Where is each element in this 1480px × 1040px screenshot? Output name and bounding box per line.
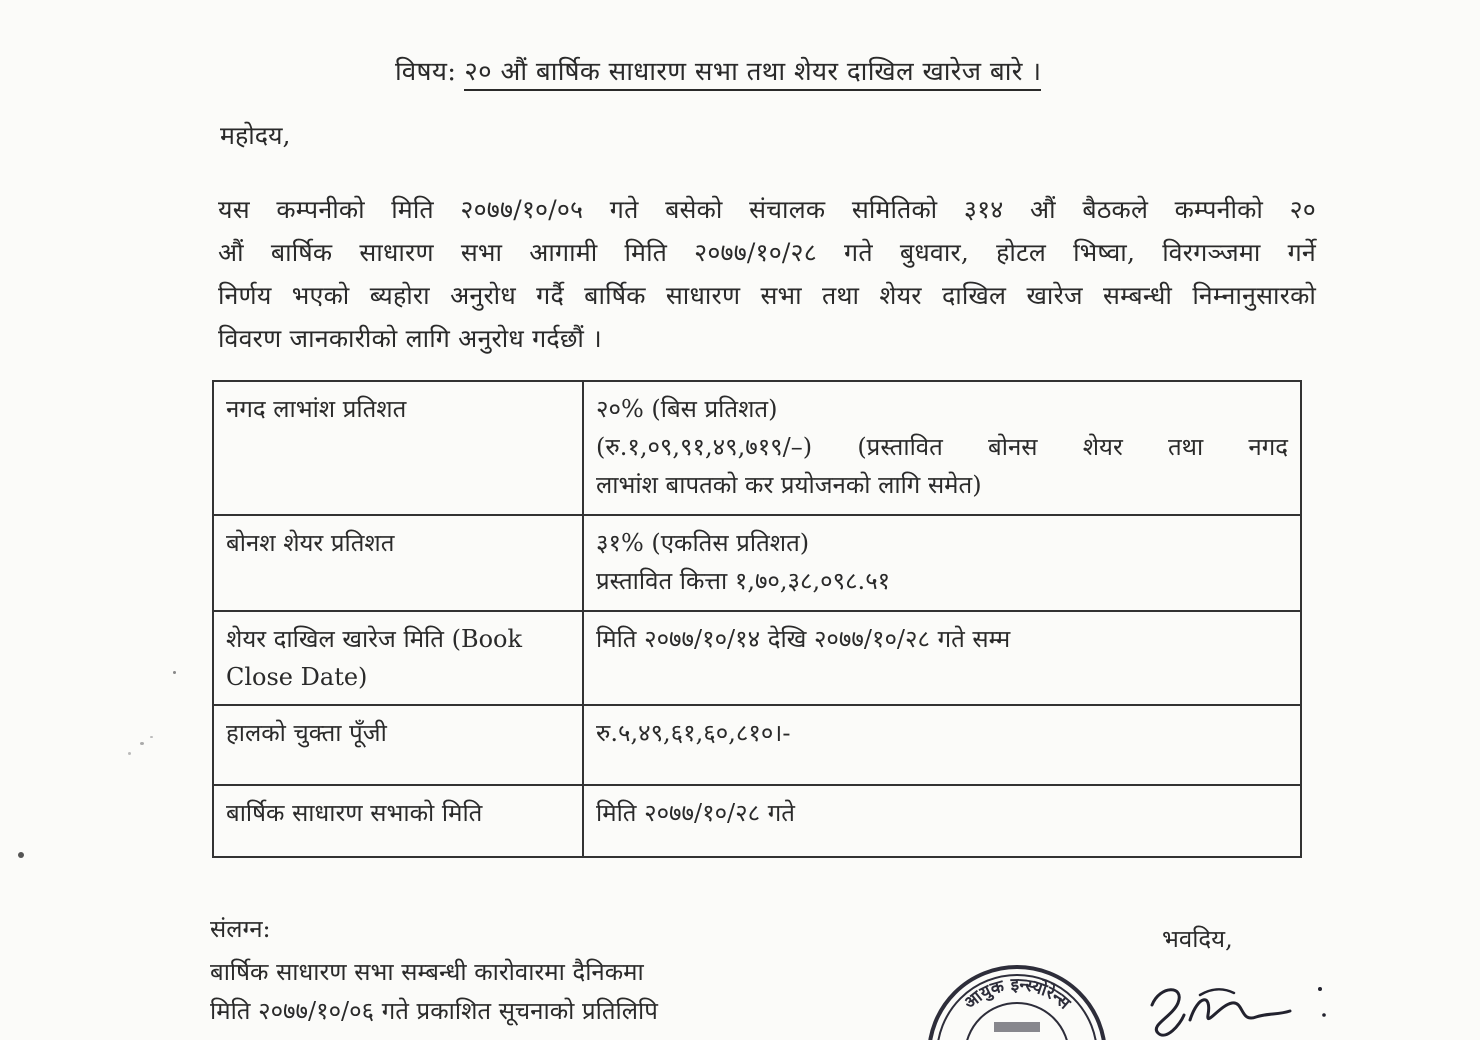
subject-text: २० औं बार्षिक साधारण सभा तथा शेयर दाखिल खारेज बारे ।	[464, 57, 1041, 91]
table-value-cell	[583, 611, 1301, 705]
label-text: नगद लाभांश प्रतिशत	[226, 395, 407, 423]
table-label-cell	[213, 785, 583, 857]
body-paragraph	[218, 188, 1316, 360]
table-row-bonus-share	[213, 515, 1301, 611]
value-text: रु.५,४९,६१,६०,८१०।-	[596, 719, 791, 747]
scan-speck	[140, 742, 144, 745]
closing-text: भवदिय,	[1162, 925, 1233, 953]
svg-text:आयुक इन्स्योरेन्स	[960, 975, 1075, 1015]
scan-speck	[128, 752, 131, 755]
attachment-line: मिति २०७७/१०/०६ गते प्रकाशित सूचनाको प्रतिलिपि	[210, 997, 658, 1025]
table-row-agm-date	[213, 785, 1301, 857]
body-line: औं बार्षिक साधारण सभा आगामी मिति २०७७/१०/२८ गते बुधवार, होटल भिष्वा, विरगञ्जमा गर्ने	[218, 238, 1316, 267]
table-row-book-close	[213, 611, 1301, 705]
signature-icon	[1140, 975, 1340, 1040]
subject-line	[395, 52, 1041, 88]
table-label-cell	[213, 381, 583, 515]
value-text: प्रस्तावित कित्ता १,७०,३८,०९८.५१	[596, 567, 891, 595]
subject-prefix: विषय:	[395, 57, 457, 87]
salutation: महोदय,	[220, 121, 291, 150]
value-text: २०% (बिस प्रतिशत)	[596, 395, 778, 423]
table-row-cash-dividend	[213, 381, 1301, 515]
table-value-cell	[583, 705, 1301, 785]
value-text: मिति २०७७/१०/२८ गते	[596, 799, 795, 827]
body-line: निर्णय भएको ब्यहोरा अनुरोध गर्दै बार्षिक साधारण सभा तथा शेयर दाखिल खारेज सम्बन्धी निम्नानुसारको	[218, 281, 1316, 310]
table-value-cell	[583, 515, 1301, 611]
body-line: विवरण जानकारीको लागि अनुरोध गर्दछौं ।	[218, 324, 602, 353]
label-text: बार्षिक साधारण सभाको मिति	[226, 799, 483, 827]
table-label-cell	[213, 515, 583, 611]
label-text: बोनश शेयर प्रतिशत	[226, 529, 395, 557]
label-text: शेयर दाखिल खारेज मिति	[226, 625, 444, 653]
scan-speck	[150, 736, 153, 738]
body-line: यस कम्पनीको मिति २०७७/१०/०५ गते बसेको संचालक समितिको ३१४ औं बैठकले कम्पनीको २०	[218, 195, 1316, 224]
seal-text: आयुक इन्स्योरेन्स	[960, 974, 1074, 1014]
company-seal-icon	[922, 960, 1112, 1040]
attachment-line: बार्षिक साधारण सभा सम्बन्धी कारोवारमा दैनिकमा	[210, 958, 644, 986]
scan-speck	[173, 671, 176, 674]
value-text: मिति २०७७/१०/१४ देखि २०७७/१०/२८ गते सम्म	[596, 625, 1011, 653]
table-value-cell	[583, 381, 1301, 515]
table-value-cell	[583, 785, 1301, 857]
table-label-cell	[213, 705, 583, 785]
value-text: (रु.१,०९,९१,४९,७१९/–) (प्रस्तावित बोनस शेयर तथा नगद	[596, 433, 1288, 461]
value-text: ३१% (एकतिस प्रतिशत)	[596, 529, 810, 557]
scan-speck	[18, 852, 24, 858]
attachment-label: संलग्न:	[210, 915, 271, 943]
table-row-paid-up-capital	[213, 705, 1301, 785]
label-text: (Book Close Date)	[226, 625, 523, 691]
value-text: लाभांश बापतको कर प्रयोजनको लागि समेत)	[596, 471, 982, 499]
table-label-cell	[213, 611, 583, 705]
details-table	[212, 380, 1302, 858]
label-text: हालको चुक्ता पूँजी	[226, 719, 387, 747]
